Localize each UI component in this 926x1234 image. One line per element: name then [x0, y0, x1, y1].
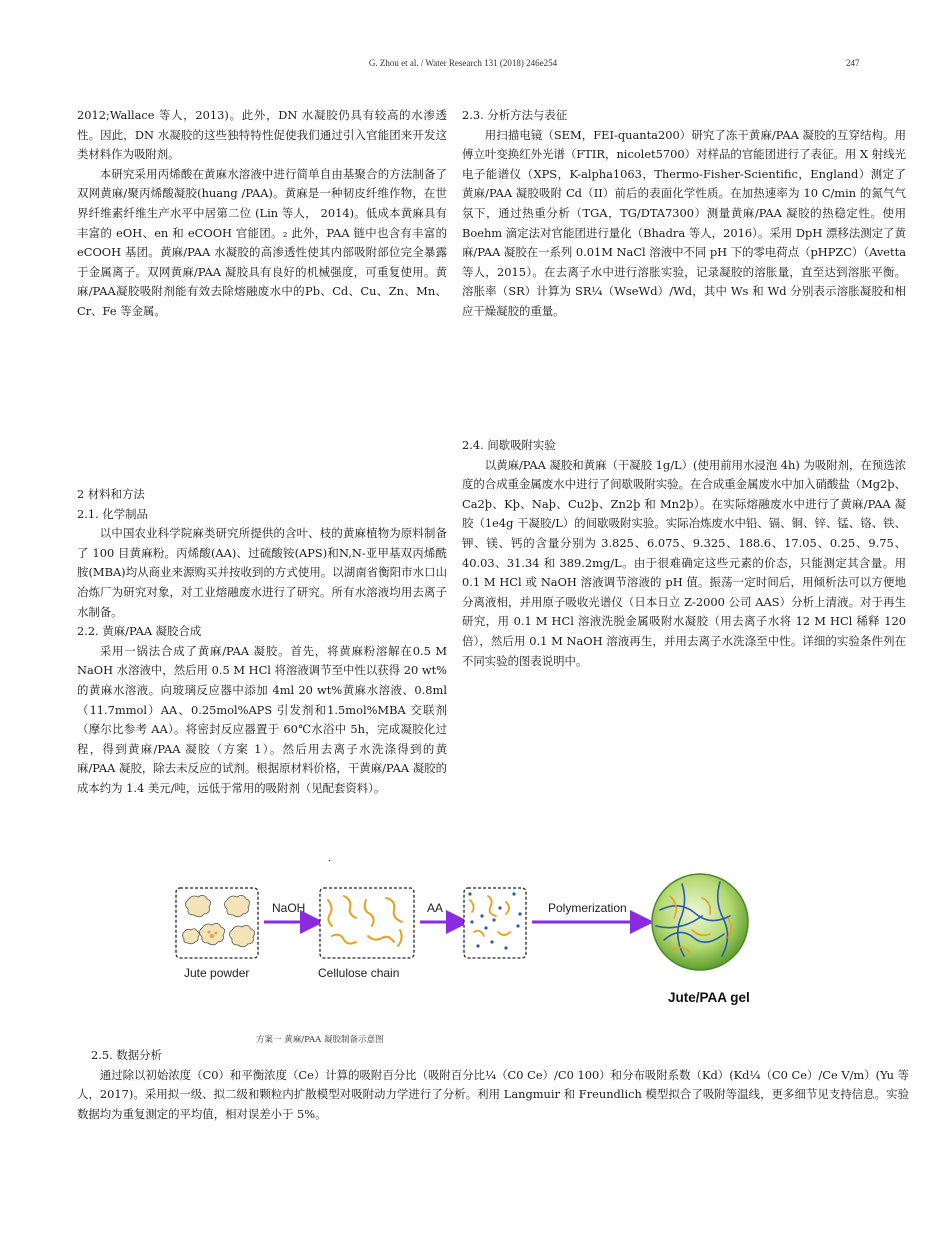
bottom-section: [77, 1046, 909, 1124]
subsection-heading-batch-adsorption: 2.4. 间歇吸附实验: [462, 438, 556, 452]
paragraph-synthesis: 采用一锅法合成了黄麻/PAA 凝胶。首先，将黄麻粉溶解在0.5 M NaOH 水溶液中，然后用 0.5 M HCl 将溶液调节至中性以获得 20 wt%的黄麻水溶液。向玻璃反应器中添加 4ml 20 wt%黄麻水溶液、0.8ml（11.7mmol）AA、0.25mol%APS 引发剂和1.5mol%MBA 交联剂（摩尔比参考 AA）。将密封反应器置于 60℃水浴中 5h，完成凝胶化过程，得到黄麻/PAA 凝胶（方案 1）。然后用去离子水洗涤得到的黄麻/PAA 凝胶，除去未反应的试剂。根据原材料价格，干黄麻/PAA 凝胶的成本约为 1.4 美元/吨，远低于常用的吸附剂（见配套资料）。: [77, 643, 447, 795]
label-jute-powder: Jute powder: [184, 966, 250, 980]
label-aa: AA: [427, 901, 444, 915]
right-column-analysis: [462, 106, 906, 322]
stray-mark: .: [328, 853, 332, 864]
paragraph-dn-gel: 2012;Wallace 等人，2013)。此外，DN 水凝胶仍具有较高的水渗透性。因此，DN 水凝胶的这些独特特性促使我们通过引入官能团来开发这类材料作为吸附剂。: [77, 108, 447, 162]
paragraph-intro-study: 本研究采用丙烯酸在黄麻水溶液中进行简单自由基聚合的方法制备了双网黄麻/聚丙烯酸凝胶(huang /PAA)。黄麻是一种韧皮纤维作物，在世界纤维素纤维生产水平中居第二位 (Lin 等人， 2014)。低成本黄麻具有丰富的 eOH、en 和 eCOOH 官能团。₂ 此外，PAA 链中也含有丰富的 eCOOH 基团。黄麻/PAA 水凝胶的高渗透性使其内部吸附部位完全暴露于金属离子。双网黄麻/PAA 凝胶具有良好的机械强度，可重复使用。黄麻/PAA凝胶吸附剂能有效去除熔融废水中的Pb、Cd、Cu、Zn、Mn、Cr、Fe 等金属。: [77, 166, 447, 318]
chain-monomer-box: [464, 888, 526, 958]
paragraph-data-analysis: 通过除以初始浓度（C0）和平衡浓度（Ce）计算的吸附百分比（吸附百分比¼（C0 Ce）/C0 100）和分布吸附系数（Kd）(Kd¼（C0 Ce）/Ce V/m）(Yu 等人，2017)。采用拟一级、拟二级和颗粒内扩散模型对吸附动力学进行了分析。利用 Langmuir 和 Freundlich 模型拟合了吸附等温线，更多细节见支持信息。实验数据均为重复测定的平均值，相对误差小于 5%。: [77, 1067, 909, 1121]
paragraph-chemicals: 以中国农业科学院麻类研究所提供的含叶、枝的黄麻植物为原料制备了 100 目黄麻粉。丙烯酸(AA)、过硫酸铵(APS)和N,N-亚甲基双丙烯酰胺(MBA)均从商业来源购买并按收到的方式使用。以湖南省衡阳市水口山冶炼厂为研究对象，对工业熔融废水进行了研究。所有水溶液均用去离子水制备。: [77, 526, 447, 619]
right-column-batch: [462, 436, 906, 671]
label-cellulose-chain: Cellulose chain: [318, 966, 400, 980]
label-polymerization: Polymerization: [548, 901, 627, 915]
subsection-heading-data-analysis: 2.5. 数据分析: [91, 1048, 162, 1062]
left-column: [77, 106, 447, 322]
scheme-svg: [172, 870, 762, 1028]
scheme-figure: [172, 870, 762, 1028]
paragraph-analysis: 用扫描电镜（SEM，FEI-quanta200）研究了冻干黄麻/PAA 凝胶的互穿结构。用傅立叶变换红外光谱（FTIR，nicolet5700）对样品的官能团进行了表征。用 X 射线光电子能谱仪（XPS，K-alpha1063，Thermo-Fisher-Scientific，England）测定了黄麻/PAA 凝胶吸附 Cd（II）前后的表面化学性质。在加热速率为 10 C/min 的氮气气氛下，通过热重分析（TGA，TG/DTA7300）测量黄麻/PAA 凝胶的热稳定性。使用 Boehm 滴定法对官能团进行量化（Bhadra 等人，2016）。采用 DpH 漂移法测定了黄麻/PAA 凝胶在一系列 0.01M NaCl 溶液中不同 pH 下的零电荷点（pHPZC）（Avetta 等人，2015）。在去离子水中进行溶胀实验，记录凝胶的溶胀量，直至达到溶胀平衡。溶胀率（SR）计算为 SR¼（WseWd）/Wd，其中 Ws 和 Wd 分别表示溶胀凝胶和相应干燥凝胶的重量。: [462, 127, 906, 318]
left-column-methods: [77, 485, 447, 799]
label-naoh: NaOH: [272, 901, 306, 915]
scheme-caption: 方案一 黄麻/PAA 凝胶制备示意图: [256, 1035, 384, 1045]
label-jute-paa-gel: Jute/PAA gel: [668, 990, 750, 1005]
subsection-heading-synthesis: 2.2. 黄麻/PAA 凝胶合成: [77, 624, 202, 639]
subsection-heading-analysis: 2.3. 分析方法与表征: [462, 108, 568, 122]
page-number: 247: [846, 58, 860, 68]
cellulose-chain-box: [320, 888, 414, 958]
section-heading-materials-methods: 2 材料和方法: [77, 487, 145, 501]
jute-powder-box: [176, 888, 258, 958]
subsection-heading-chemicals: 2.1. 化学制品: [77, 506, 148, 521]
paragraph-batch-adsorption: 以黄麻/PAA 凝胶和黄麻（干凝胶 1g/L）(使用前用水浸泡 4h) 为吸附剂，在预选浓度的合成重金属废水中进行了间歇吸附实验。在合成重金属废水中加入硝酸盐（Mg2þ、Ca2þ、Kþ、Naþ、Cu2þ、Zn2þ 和 Mn2þ）。在实际熔融废水中进行了黄麻/PAA 凝胶（1e4g 干凝胶/L）的间歇吸附实验。实际冶炼废水中铅、镉、铜、锌、锰、铬、铁、钾、镁、钙的含量分别为 3.825、6.075、9.325、188.6、17.05、0.25、9.75、40.03、31.34 和 389.2mg/L。由于很难确定这些元素的价态，只能测定其含量。用 0.1 M HCl 或 NaOH 溶液调节溶液的 pH 值。振荡一定时间后，用倾析法可以方便地分离液相，并用原子吸收光谱仪（日本日立 Z-2000 公司 AAS）分析上清液。对于再生研究，用 0.1 M HCl 溶液洗脱金属吸附水凝胶（用去离子水将 12 M HCl 稀释 120 倍），然后用 0.1 M NaOH 溶液再生，并用去离子水洗涤至中性。详细的实验条件列在不同实验的图表说明中。: [462, 457, 906, 668]
running-head: G. Zhou et al. / Water Research 131 (2018) 246e254: [368, 58, 558, 68]
jute-paa-gel-sphere: [652, 874, 748, 970]
